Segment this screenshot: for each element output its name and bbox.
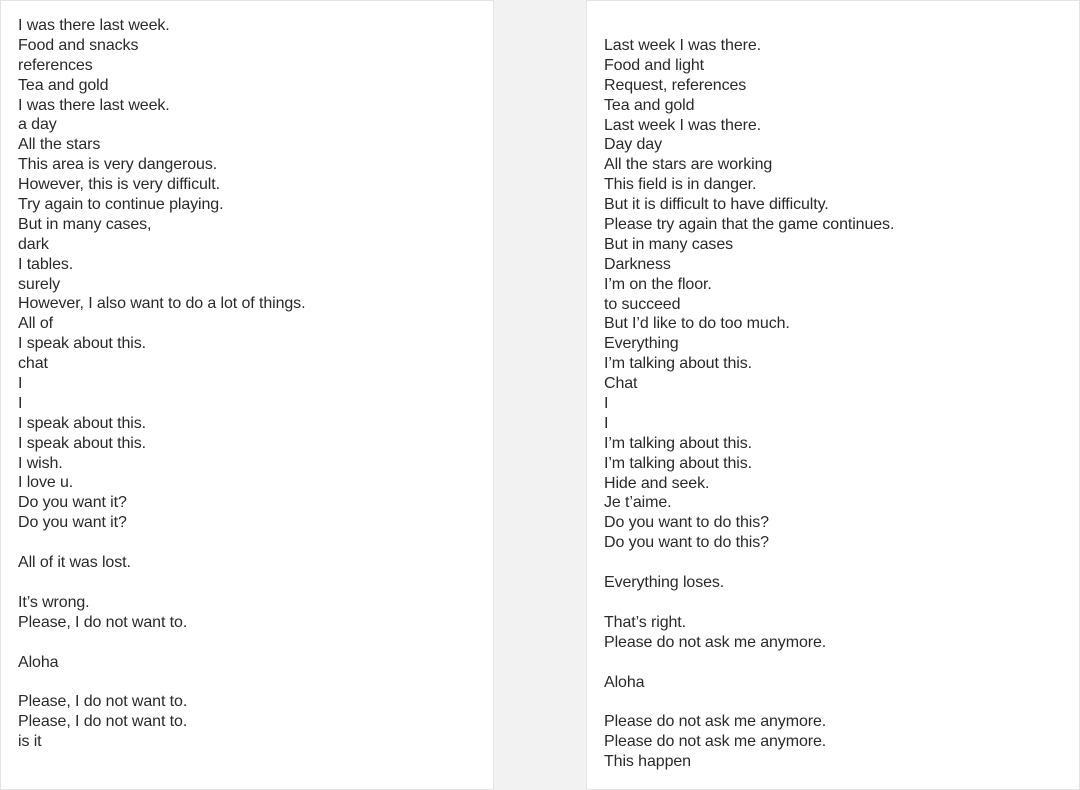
text-line: Do you want to do this? bbox=[604, 514, 769, 532]
text-line: Request, references bbox=[604, 76, 747, 94]
text-line: Aloha bbox=[18, 653, 59, 671]
text-line: Please, I do not want to. bbox=[18, 693, 188, 711]
text-line: Do you want it? bbox=[18, 514, 127, 532]
text-line: I was there last week. bbox=[18, 17, 170, 34]
text-line: references bbox=[18, 56, 93, 74]
text-line: I love u. bbox=[18, 474, 74, 492]
text-line: I speak about this. bbox=[18, 335, 146, 353]
text-line: Chat bbox=[604, 375, 638, 393]
text-line: Je t’aime. bbox=[604, 494, 672, 512]
text-line: Last week I was there. bbox=[604, 37, 761, 54]
blank-line bbox=[18, 573, 493, 593]
text-line: I was there last week. bbox=[18, 96, 170, 114]
text-line: I’m talking about this. bbox=[604, 434, 752, 452]
text-line: Food and snacks bbox=[18, 36, 139, 54]
text-line: This happen bbox=[604, 753, 691, 771]
text-line: Please, I do not want to. bbox=[18, 613, 188, 631]
text-line: Please try again that the game continues. bbox=[604, 216, 895, 234]
text-line: But I’d like to do too much. bbox=[604, 315, 790, 333]
text-line: I’m talking about this. bbox=[604, 454, 752, 472]
text-line: Last week I was there. bbox=[604, 116, 761, 134]
text-line: But it is difficult to have difficulty. bbox=[604, 196, 829, 214]
text-line: Tea and gold bbox=[604, 96, 695, 114]
blank-line bbox=[604, 692, 1079, 712]
text-line: I speak about this. bbox=[18, 434, 146, 452]
text-line: chat bbox=[18, 355, 48, 373]
text-line: Do you want it? bbox=[18, 494, 127, 512]
left-document-page bbox=[0, 0, 494, 790]
text-line: to succeed bbox=[604, 295, 681, 313]
text-line: I bbox=[18, 375, 23, 393]
text-line: surely bbox=[18, 275, 61, 293]
text-line: It’s wrong. bbox=[18, 593, 90, 611]
text-line: All the stars bbox=[18, 136, 101, 154]
text-line: I’m on the floor. bbox=[604, 275, 712, 293]
text-line: Please, I do not want to. bbox=[18, 713, 188, 731]
blank-line bbox=[604, 593, 1079, 613]
text-line: Try again to continue playing. bbox=[18, 196, 224, 214]
text-line: Food and light bbox=[604, 56, 705, 74]
text-line: I bbox=[604, 414, 609, 432]
text-line: dark bbox=[18, 235, 49, 253]
text-line: Please do not ask me anymore. bbox=[604, 733, 827, 751]
blank-line bbox=[604, 553, 1079, 573]
text-line: But in many cases bbox=[604, 235, 734, 253]
text-line: I tables. bbox=[18, 255, 74, 273]
blank-line bbox=[18, 633, 493, 653]
text-line: I bbox=[604, 395, 609, 413]
blank-line bbox=[18, 533, 493, 553]
text-line: However, this is very difficult. bbox=[18, 176, 220, 194]
right-document-page bbox=[586, 0, 1080, 790]
text-line: Darkness bbox=[604, 255, 671, 273]
text-line: Day day bbox=[604, 136, 662, 154]
text-line: Tea and gold bbox=[18, 76, 109, 94]
text-line: All of bbox=[18, 315, 53, 333]
text-line: I speak about this. bbox=[18, 414, 146, 432]
text-line: All of it was lost. bbox=[18, 554, 131, 572]
text-line: I wish. bbox=[18, 454, 63, 472]
blank-line bbox=[18, 672, 493, 692]
text-line: This area is very dangerous. bbox=[18, 156, 218, 174]
text-line: Everything bbox=[604, 335, 679, 353]
text-line: Hide and seek. bbox=[604, 474, 710, 492]
text-line: a day bbox=[18, 116, 57, 134]
text-line: But in many cases, bbox=[18, 215, 152, 233]
text-line: I’m talking about this. bbox=[604, 355, 752, 373]
text-line: Please do not ask me anymore. bbox=[604, 713, 827, 731]
text-line: Please do not ask me anymore. bbox=[604, 633, 827, 651]
text-line: However, I also want to do a lot of things. bbox=[18, 295, 306, 313]
text-line: is it bbox=[18, 733, 42, 751]
blank-line bbox=[604, 653, 1079, 673]
text-line: I bbox=[18, 394, 23, 412]
text-line: That’s right. bbox=[604, 613, 686, 631]
text-line: This field is in danger. bbox=[604, 176, 757, 194]
text-line: All the stars are working bbox=[604, 156, 773, 174]
text-line: Aloha bbox=[604, 673, 645, 691]
text-line: Everything loses. bbox=[604, 574, 725, 592]
text-line: Do you want to do this? bbox=[604, 534, 769, 552]
